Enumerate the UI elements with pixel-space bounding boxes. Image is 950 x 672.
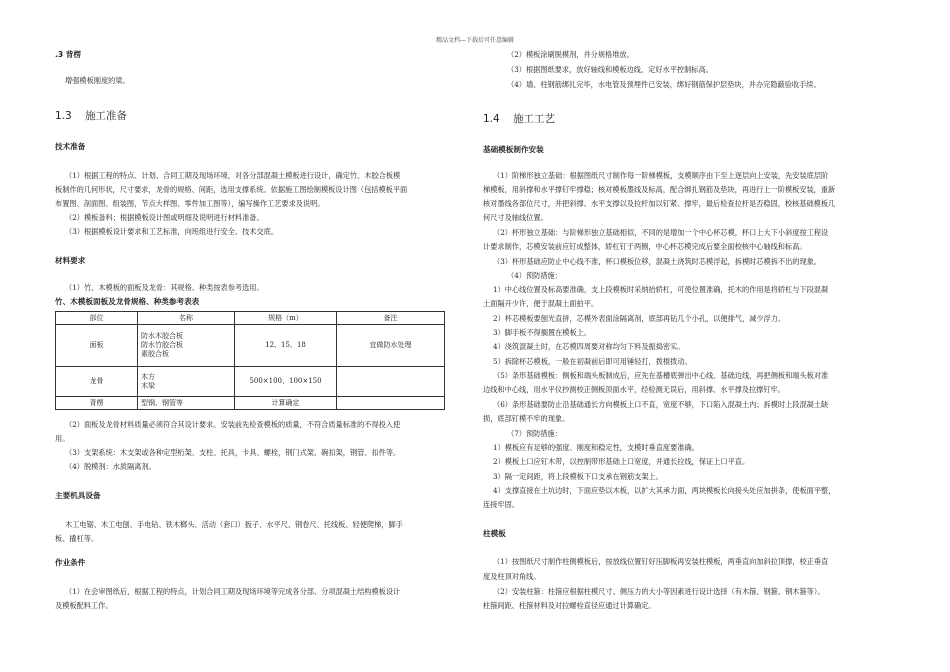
table-cell bbox=[337, 397, 445, 410]
table-cell bbox=[138, 367, 235, 397]
table-header: 备注 bbox=[337, 312, 445, 325]
paragraph: （3）杯形基础应防止中心线不准，杯口模板位移，混凝土浇筑时芯模浮起，拆模时芯模拆不出的现象。 bbox=[493, 257, 822, 266]
table-cell: 型钢、钢管等 bbox=[138, 397, 235, 410]
paragraph: 柱箍间距、柱箍材料及对拉螺栓直径应通过计算确定。 bbox=[483, 601, 656, 610]
table-cell: 龙骨 bbox=[56, 367, 138, 397]
paragraph: 土面隔开少许，便于混凝土面拍平。 bbox=[483, 299, 599, 308]
paragraph: （1）在会审图纸后，根据工程的特点，计划合同工期及现场环境等完成各分部、分项混凝土结构模板设计 bbox=[65, 587, 401, 596]
section-title: 施工准备 bbox=[85, 110, 128, 122]
paragraph: 梯模板，用斜撑和水平撑钉牢撑稳；核对模板墨线及标高，配合绑扎钢筋及垫块，再进行上一阶模板安装，重新 bbox=[483, 185, 836, 194]
paragraph: （1）竹、木模板的面板及龙骨：其规格、种类按表参考选用。 bbox=[65, 283, 264, 292]
cell-line: 素胶合板 bbox=[141, 350, 169, 358]
paragraph: 板、撬杠等。 bbox=[55, 534, 99, 543]
paragraph: （6）条形基础要防止沿基础通长方向模板上口不直，宽度不够，下口陷入混凝土内；拆模时上段混凝土缺 bbox=[493, 400, 829, 409]
paragraph: （2）安装柱箍：柱箍应根据柱模尺寸、侧压力的大小等因素进行设计选择（有木箍、钢箍、钢木箍等）。 bbox=[493, 587, 825, 596]
table-cell bbox=[337, 367, 445, 397]
paragraph: 4）支撑直接在土坑边时，下面应垫以木板，以扩大其承力面，两块模板长向接头处应加拼条，使板面平整， bbox=[493, 486, 836, 495]
paragraph: 3）脚手板不得搁置在模板上。 bbox=[493, 328, 592, 337]
paragraph: 度及柱顶对角线。 bbox=[483, 572, 541, 581]
table-cell bbox=[138, 325, 235, 367]
table-cell: 宜做防水处理 bbox=[337, 325, 445, 367]
table-header: 部位 bbox=[56, 312, 138, 325]
table-header: 名称 bbox=[138, 312, 235, 325]
paragraph: 核对墨线各部位尺寸，并把斜撑、水平支撑以及拉杆加以钉紧、撑牢，最后检查拉杆是否稳固，校核基础模板几 bbox=[483, 199, 836, 208]
cell-line: 防水竹胶合板 bbox=[141, 341, 183, 349]
subsection-title-tech: 技术准备 bbox=[55, 142, 86, 151]
paragraph: （2）面板及龙骨材料质量必须符合其设计要求。安装前先检查模板的质量，不符合质量标准的不得投入使 bbox=[65, 420, 401, 429]
paragraph: 损，底部钉模不牢的现象。 bbox=[483, 414, 570, 423]
materials-table bbox=[55, 311, 445, 410]
paragraph: 5）拆除杯芯模板，一般在初凝前后即可用锤轻打，拨棍拨动。 bbox=[493, 357, 692, 366]
subsection-title-equipment: 主要机具设备 bbox=[55, 491, 101, 500]
subsection-title-column: 柱模板 bbox=[483, 529, 506, 538]
table-cell: 背楞 bbox=[56, 397, 138, 410]
paragraph: 木工电锯、木工电刨、手电钻、铁木榔头、活动（套口）扳子、水平尺、钢卷尺、托线板、轻便爬梯，脚手 bbox=[65, 520, 403, 529]
paragraph: 4）浇筑混凝土时，在芯模四周要对称均匀下料及振捣密实。 bbox=[493, 342, 685, 351]
section-title-back-ridge: .3 背楞 bbox=[55, 50, 81, 59]
paragraph: （7）预防措施： bbox=[507, 429, 562, 438]
paragraph: 1）模板应有足够的强度、刚度和稳定性，支模时垂直度要准确。 bbox=[493, 443, 699, 452]
table-row bbox=[56, 367, 445, 397]
paragraph: （1）按图纸尺寸制作柱侧模板后，按放线位置钉好压脚板再安装柱模板，两垂直向加斜拉顶撑，校正垂直 bbox=[493, 557, 829, 566]
section-number: 1.4 bbox=[483, 113, 500, 125]
paragraph: （2）杯形独立基础：与阶梯形独立基础相似，不同的是增加一个中心杯芯模，杯口上大下小斜度按工程设 bbox=[493, 228, 829, 237]
paragraph: （2）模板备料；根据模板设计图或明细及说明进行材料准备。 bbox=[65, 213, 264, 222]
paragraph: 增强模板刚度的梁。 bbox=[65, 76, 130, 85]
paragraph: 何尺寸及轴线位置。 bbox=[483, 213, 548, 222]
paragraph: 连接牢固。 bbox=[483, 500, 519, 509]
paragraph: （1）阶梯形独立基础：根据图纸尺寸制作每一阶梯模板，支模顺序由下至上逐层向上安装，先安装底层阶 bbox=[493, 171, 829, 180]
paragraph: 1）中心线位置及标高要准确，支上段模板时采纳抬轿杠，可使位置准确，托木的作用是将轿杠与下段混凝 bbox=[493, 285, 829, 294]
table-cell: 计算确定 bbox=[235, 397, 337, 410]
paragraph: 2）模板上口应钉木带，以控制带形基础上口宽度，并通长拉线，保证上口平直。 bbox=[493, 457, 750, 466]
page-header: 精品文档---下载后可任意编辑 bbox=[435, 37, 515, 44]
table-row bbox=[56, 325, 445, 367]
cell-line: 防水木胶合板 bbox=[141, 332, 183, 340]
paragraph: （4）墙、柱钢筋绑扎完毕，水电管及预埋件已安装，绑好钢筋保护层垫块，并办完隐蔽验收手续。 bbox=[507, 80, 821, 89]
cell-line: 木梁 bbox=[141, 381, 155, 390]
paragraph: 及模板配料工作。 bbox=[55, 601, 113, 610]
paragraph: （2）模板涂刷脱模剂，并分规格堆放。 bbox=[507, 50, 634, 59]
subsection-title-materials: 材料要求 bbox=[55, 256, 86, 265]
paragraph: （3）根据模板设计要求和工艺标准，向班组进行安全、技术交底。 bbox=[65, 227, 279, 236]
paragraph: 2）杯芯模板要刨光直拼，芯模外表面涂隔离剂，底部再钻几个小孔，以便排气，减少浮力。 bbox=[493, 314, 786, 323]
section-number: 1.3 bbox=[55, 110, 72, 122]
subsection-title-conditions: 作业条件 bbox=[55, 558, 86, 567]
table-cell: 500×100、100×150 bbox=[235, 367, 337, 397]
paragraph: （5）条形基础模板：侧板和端头板制成后，应先在基槽底弹出中心线、基础边线，再把侧板和端头板对准 bbox=[493, 371, 829, 380]
paragraph: （3）支架系统：木支架或各种定型桁架、支柱、托具，卡具、螺栓，钢门式架、碗扣架，钢管、扣件等。 bbox=[65, 448, 401, 457]
paragraph: 用。 bbox=[55, 434, 70, 443]
table-title: 竹、木模板面板及龙骨规格、种类参考表表 bbox=[55, 297, 200, 306]
paragraph: （4）预防措施： bbox=[507, 271, 562, 280]
paragraph: 边线和中心线，用水平仪抄测校正侧板顶面水平，经检测无误后，用斜撑、水平撑及拉撑钉牢。 bbox=[483, 385, 785, 394]
table-header: 规格（m） bbox=[235, 312, 337, 325]
table-cell: 面板 bbox=[56, 325, 138, 367]
section-heading-1-3 bbox=[55, 111, 127, 121]
cell-line: 木方 bbox=[141, 372, 155, 381]
paragraph: （4）脱模剂：水质隔离剂。 bbox=[65, 462, 156, 471]
table-cell: 12、15、18 bbox=[235, 325, 337, 367]
paragraph: （3）根据图纸要求，放好轴线和模板边线，定好水平控制标高。 bbox=[507, 65, 713, 74]
table-row bbox=[56, 397, 445, 410]
section-heading-1-4 bbox=[483, 114, 555, 124]
section-title: 施工工艺 bbox=[513, 113, 556, 125]
paragraph: （1）根据工程的特点、计划、合同工期及现场环境，对各分部混凝土模板进行设计，确定竹、木胶合板模 bbox=[65, 171, 401, 180]
paragraph: 板制作的几何形状，尺寸要求，龙骨的规格、间距，选用支撑系统。依据施工图绘制模板设计图（包括模板平面 bbox=[55, 185, 408, 194]
subsection-title-foundation: 基础模板制作安装 bbox=[483, 145, 544, 154]
paragraph: 计要求制作，芯模安装前应钉成整体，轿杠钉于两侧，中心杯芯模完成后要全面校核中心轴线和标高。 bbox=[483, 242, 807, 251]
paragraph: 3）隔一定间距，将上段模板下口支承在钢筋支架上。 bbox=[493, 472, 663, 481]
paragraph: 布置图、剖面图、组装图，节点大样图、零件加工图等），编写操作工艺要求及说明。 bbox=[55, 199, 325, 208]
